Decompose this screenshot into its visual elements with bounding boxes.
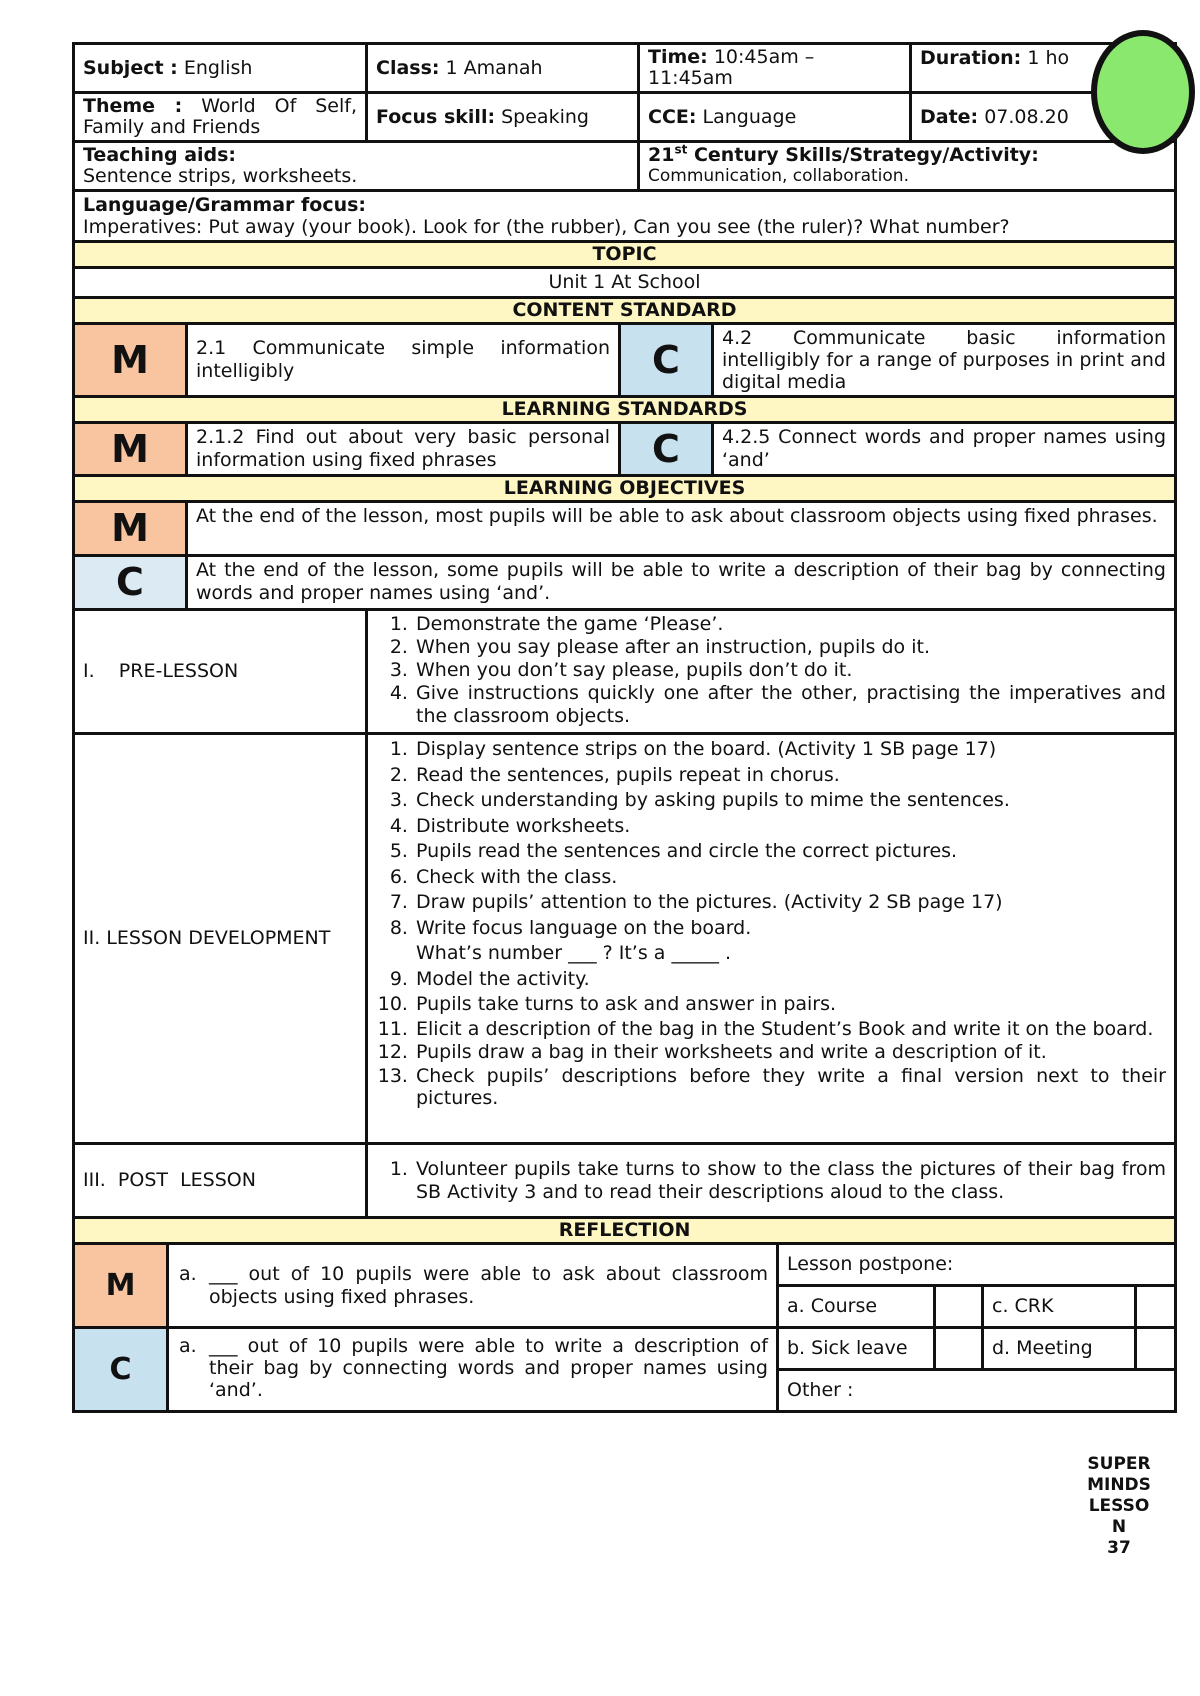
list-item: 7. Draw pupils’ attention to the pictures. (Activity 2 SB page 17) <box>414 890 1166 916</box>
objective-c-text: At the end of the lesson, some pupils will be able to write a description of their bag by connecting words and proper names using ‘and’. <box>187 556 1176 610</box>
reflection-m-text: a. ___ out of 10 pupils were able to ask about classroom objects using fixed phrases. <box>168 1244 778 1328</box>
reflection-c-badge: C <box>74 1328 168 1412</box>
content-m-text: 2.1 Communicate simple information intelligibly <box>187 324 620 397</box>
date-cell: Date: 07.08.20 <box>911 93 1176 142</box>
reflection-m-badge: M <box>74 1244 168 1328</box>
list-item: 4. Distribute worksheets. <box>414 814 1166 840</box>
objective-c-badge: C <box>74 556 187 610</box>
list-item: 9. Model the activity. <box>414 967 1166 993</box>
lesson-plan <box>72 42 1174 1413</box>
century-skills-value: Communication, collaboration. <box>648 166 909 186</box>
list-item: 3. When you don’t say please, pupils don’t do it. <box>414 659 1166 682</box>
checkbox-meeting[interactable] <box>1136 1328 1176 1370</box>
list-item: 10. Pupils take turns to ask and answer in pairs. <box>414 992 1166 1018</box>
list-item: 13. Check pupils’ descriptions before they write a final version next to their pictures. <box>414 1065 1166 1109</box>
content-c-text: 4.2 Communicate basic information intelligibly for a range of purposes in print and digital media <box>713 324 1176 397</box>
century-skills-label: 21st Century Skills/Strategy/Activity: <box>648 142 1039 166</box>
green-circle-marker <box>1091 30 1195 154</box>
grammar-focus-label: Language/Grammar focus: <box>83 194 367 216</box>
duration-cell: Duration: 1 ho <box>911 44 1176 93</box>
option-course: a. Course <box>778 1286 935 1328</box>
teaching-aids-cell <box>74 142 639 191</box>
pre-lesson-label: I. PRE-LESSON <box>74 610 367 734</box>
theme-cell: Theme : World Of Self, Family and Friends <box>74 93 367 142</box>
list-item: 2. When you say please after an instruction, pupils do it. <box>414 636 1166 659</box>
lesson-postpone-label: Lesson postpone: <box>778 1244 1176 1286</box>
checkbox-course[interactable] <box>935 1286 983 1328</box>
objectives-heading: LEARNING OBJECTIVES <box>74 476 1176 502</box>
focus-skill-cell: Focus skill: Speaking <box>367 93 639 142</box>
option-sick-leave: b. Sick leave <box>778 1328 935 1370</box>
standard-c-text: 4.2.5 Connect words and proper names using ‘and’ <box>713 423 1176 476</box>
option-meeting: d. Meeting <box>983 1328 1136 1370</box>
teaching-aids-value: Sentence strips, worksheets. <box>83 165 358 187</box>
list-item: 1. Display sentence strips on the board. (Activity 1 SB page 17) <box>414 737 1166 763</box>
option-crk: c. CRK <box>983 1286 1136 1328</box>
standard-m-badge: M <box>74 423 187 476</box>
list-item: 11. Elicit a description of the bag in the Student’s Book and write it on the board. <box>414 1018 1166 1040</box>
grammar-focus-value: Imperatives: Put away (your book). Look for (the rubber), Can you see (the ruler)? What number? <box>83 216 1010 238</box>
content-standard-heading: CONTENT STANDARD <box>74 298 1176 324</box>
post-lesson-label: III. POST LESSON <box>74 1144 367 1218</box>
content-c-badge: C <box>620 324 713 397</box>
pre-lesson-steps <box>367 610 1176 734</box>
development-steps <box>367 734 1176 1144</box>
standards-table <box>72 240 1177 611</box>
footer-label: SUPER MINDS LESSO N 37 <box>1087 1454 1151 1558</box>
list-item: 3. Check understanding by asking pupils to mime the sentences. <box>414 788 1166 814</box>
objective-m-badge: M <box>74 502 187 556</box>
development-label: II. LESSON DEVELOPMENT <box>74 734 367 1144</box>
header-table <box>72 42 1177 243</box>
learning-standards-heading: LEARNING STANDARDS <box>74 397 1176 423</box>
reflection-c-text: a. ___ out of 10 pupils were able to write a description of their bag by connecting words and proper names using ‘and’. <box>168 1328 778 1412</box>
topic-value: Unit 1 At School <box>74 268 1176 298</box>
content-m-badge: M <box>74 324 187 397</box>
list-item: 6. Check with the class. <box>414 865 1166 891</box>
list-item: 8. Write focus language on the board. What’s number ___ ? It’s a _____ . <box>414 916 1166 967</box>
stages-table <box>72 608 1177 1219</box>
list-item: 2. Read the sentences, pupils repeat in chorus. <box>414 763 1166 789</box>
cce-cell: CCE: Language <box>639 93 911 142</box>
list-item: 5. Pupils read the sentences and circle the correct pictures. <box>414 839 1166 865</box>
subject-cell: Subject : English <box>74 44 367 93</box>
other-field[interactable]: Other : <box>778 1370 1176 1412</box>
list-item: 1. Demonstrate the game ‘Please’. <box>414 613 1166 636</box>
reflection-heading: REFLECTION <box>74 1218 1176 1244</box>
time-cell: Time: 10:45am – 11:45am <box>639 44 911 93</box>
list-item: 4. Give instructions quickly one after the other, practising the imperatives and the classroom objects. <box>414 682 1166 728</box>
class-cell: Class: 1 Amanah <box>367 44 639 93</box>
century-skills-cell <box>639 142 1176 191</box>
focus-language-line: What’s number ___ ? It’s a _____ . <box>416 942 732 964</box>
list-item: 1. Volunteer pupils take turns to show to the class the pictures of their bag from SB Activity 3 and to read their descriptions aloud to the class. <box>414 1158 1166 1204</box>
grammar-focus-cell <box>74 191 1176 242</box>
standard-m-text: 2.1.2 Find out about very basic personal information using fixed phrases <box>187 423 620 476</box>
checkbox-sick-leave[interactable] <box>935 1328 983 1370</box>
standard-c-badge: C <box>620 423 713 476</box>
objective-m-text: At the end of the lesson, most pupils will be able to ask about classroom objects using fixed phrases. <box>187 502 1176 556</box>
teaching-aids-label: Teaching aids: <box>83 144 237 166</box>
topic-heading: TOPIC <box>74 242 1176 268</box>
post-lesson-steps <box>367 1144 1176 1218</box>
checkbox-crk[interactable] <box>1136 1286 1176 1328</box>
reflection-table <box>72 1216 1177 1413</box>
list-item: 12. Pupils draw a bag in their worksheets and write a description of it. <box>414 1040 1166 1066</box>
